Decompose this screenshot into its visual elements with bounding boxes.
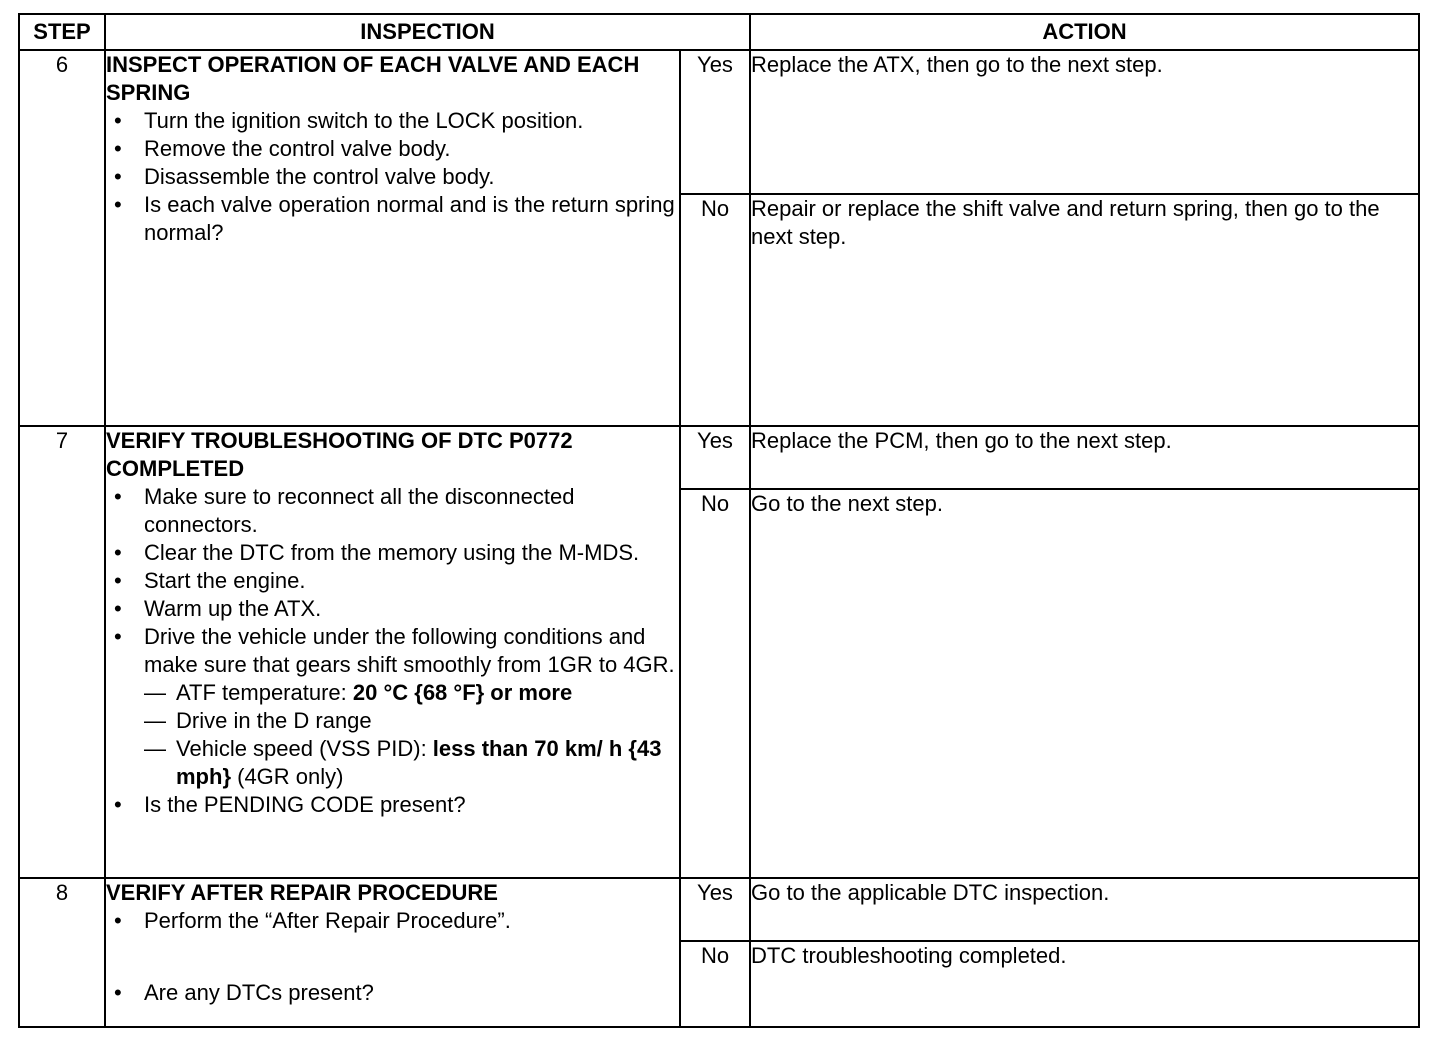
condition-item [144, 735, 679, 791]
table-row [19, 426, 1419, 489]
header-inspection: INSPECTION [105, 14, 750, 50]
inspection-title: VERIFY AFTER REPAIR PROCEDURE [106, 880, 498, 905]
bullet-list [106, 107, 679, 247]
list-item: • Perform the “After Repair Procedure”. [106, 907, 679, 935]
list-item: • Make sure to reconnect all the disconnected connectors. [106, 483, 679, 539]
diagnostic-table [18, 13, 1420, 1028]
yes-action: Go to the applicable DTC inspection. [750, 878, 1419, 941]
condition-tail: (4GR only) [231, 764, 344, 789]
no-label: No [680, 489, 750, 878]
bullet-list [106, 907, 679, 935]
no-action: Repair or replace the shift valve and return spring, then go to the next step. [750, 194, 1419, 426]
condition-value: 20 °C {68 °F} or more [352, 680, 573, 705]
spacer [106, 935, 679, 979]
list-item: • Warm up the ATX. [106, 595, 679, 623]
condition-item [144, 707, 679, 735]
yes-action: Replace the ATX, then go to the next step. [750, 50, 1419, 194]
condition-item [144, 679, 679, 707]
yes-label: Yes [680, 50, 750, 194]
inspection-cell [105, 426, 680, 878]
list-item: • Start the engine. [106, 567, 679, 595]
bullet-list [106, 979, 679, 1007]
table-row [19, 50, 1419, 194]
list-item: • Clear the DTC from the memory using the M-MDS. [106, 539, 679, 567]
list-item: • Remove the control valve body. [106, 135, 679, 163]
inspection-title: VERIFY TROUBLESHOOTING OF DTC P0772 COMPLETED [106, 428, 573, 481]
list-item-text: Drive the vehicle under the following conditions and make sure that gears shift smoothly from 1GR to 4GR. [144, 624, 675, 677]
header-row [19, 14, 1419, 50]
condition-text: ATF temperature: [176, 680, 353, 705]
inspection-title: INSPECT OPERATION OF EACH VALVE AND EACH SPRING [106, 52, 640, 105]
condition-text: Vehicle speed (VSS PID): [176, 736, 433, 761]
condition-text: Drive in the D range [176, 708, 372, 733]
no-action: Go to the next step. [750, 489, 1419, 878]
yes-label: Yes [680, 878, 750, 941]
step-number: 6 [19, 50, 105, 426]
no-action: DTC troubleshooting completed. [750, 941, 1419, 1027]
yes-label: Yes [680, 426, 750, 489]
condition-value: less than 70 km/ h {43 mph} [176, 736, 662, 789]
inspection-cell [105, 50, 680, 426]
step-number: 7 [19, 426, 105, 878]
step-number: 8 [19, 878, 105, 1027]
header-action: ACTION [750, 14, 1419, 50]
list-item: • Turn the ignition switch to the LOCK position. [106, 107, 679, 135]
yes-action: Replace the PCM, then go to the next step. [750, 426, 1419, 489]
no-label: No [680, 941, 750, 1027]
list-item [106, 623, 679, 791]
condition-list [144, 679, 679, 791]
bullet-list [106, 483, 679, 819]
list-item: • Are any DTCs present? [106, 979, 679, 1007]
inspection-cell [105, 878, 680, 1027]
header-step: STEP [19, 14, 105, 50]
list-item: • Is each valve operation normal and is the return spring normal? [106, 191, 679, 247]
no-label: No [680, 194, 750, 426]
list-item: • Is the PENDING CODE present? [106, 791, 679, 819]
list-item: • Disassemble the control valve body. [106, 163, 679, 191]
table-row [19, 878, 1419, 941]
